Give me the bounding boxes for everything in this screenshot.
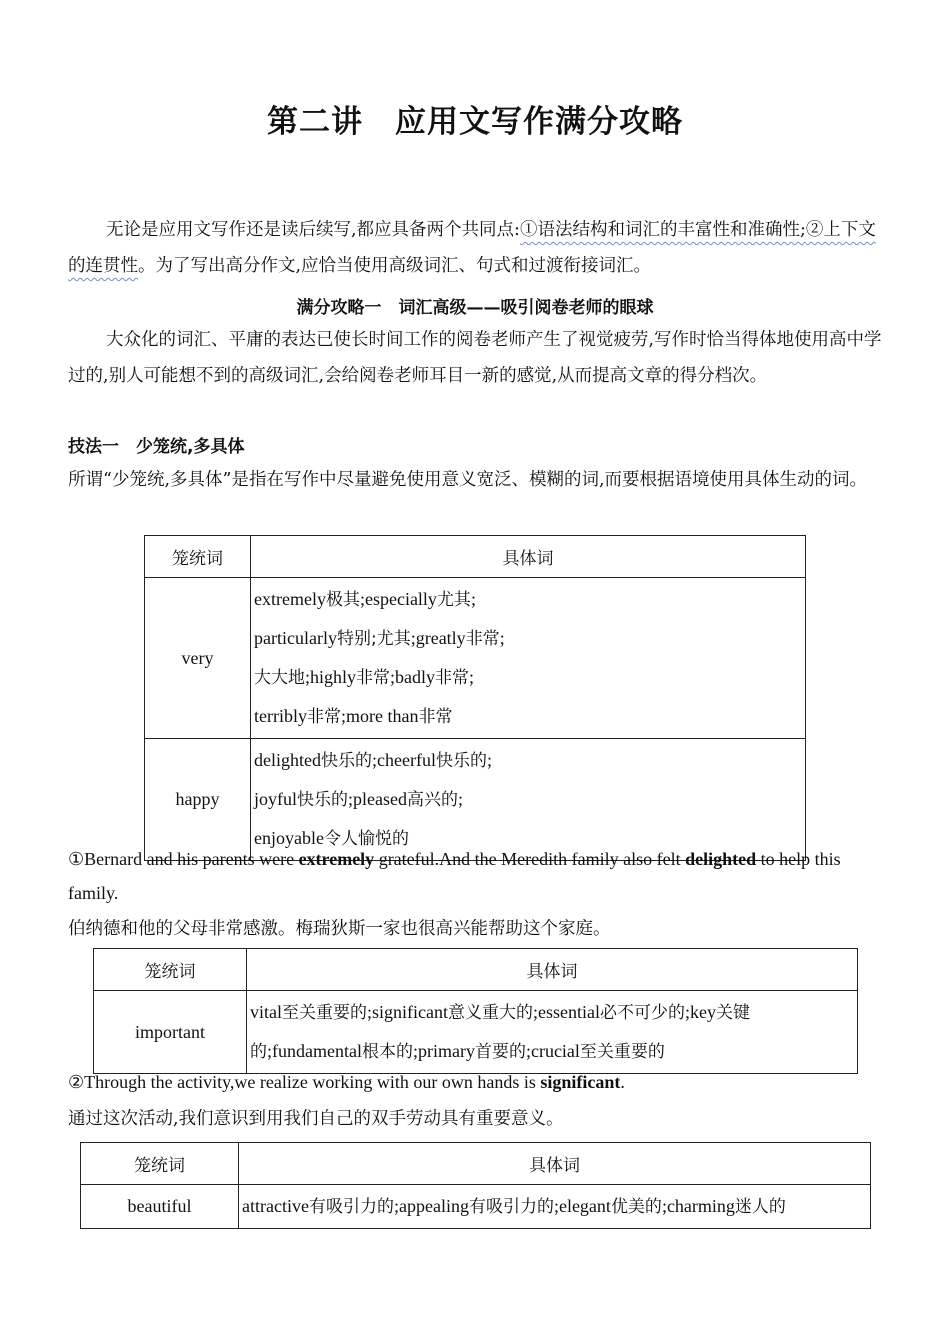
highlighted-word: delighted (685, 849, 757, 869)
header-general: 笼统词 (145, 536, 251, 578)
example-1-translation: 伯纳德和他的父母非常感激。梅瑞狄斯一家也很高兴能帮助这个家庭。 (68, 919, 611, 939)
table-header-row (145, 536, 806, 578)
sentence-text: grateful.And the Meredith family also felt (374, 849, 686, 869)
english-word: ;fundamental (267, 1041, 362, 1061)
english-word: vital (250, 1002, 282, 1022)
table-header-row (81, 1143, 871, 1185)
vocab-table-2 (93, 948, 858, 1074)
intro-paragraph (68, 212, 888, 284)
english-word: ;elegant (553, 1196, 611, 1216)
synonym-line (254, 697, 803, 736)
general-word-cell: important (94, 991, 247, 1074)
chinese-gloss: 有吸引力的 (308, 1197, 394, 1217)
chinese-gloss: 迷人的 (734, 1197, 786, 1217)
header-general: 笼统词 (81, 1143, 239, 1185)
chinese-gloss: 有吸引力的 (468, 1197, 554, 1217)
synonym-line (254, 741, 803, 780)
english-word: ; (457, 789, 463, 809)
table-row (81, 1185, 871, 1229)
sentence-text: . (620, 1072, 625, 1092)
chinese-gloss: 快乐的 (297, 790, 348, 810)
sentence-text: ②Through the activity,we realize working with our own hands is (68, 1072, 541, 1092)
chinese-gloss: 至关重要的 (282, 1003, 367, 1023)
vocab-table-3 (80, 1142, 871, 1229)
chinese-gloss: 必不可少的 (599, 1003, 685, 1023)
chinese-gloss: 特别;尤其 (336, 629, 411, 649)
synonym-line (254, 780, 803, 819)
english-word: ; (499, 628, 505, 648)
example-2-translation: 通过这次活动,我们意识到用我们自己的双手劳动具有重要意义。 (68, 1109, 564, 1129)
general-word-cell: happy (145, 739, 251, 861)
english-word: ;primary (412, 1041, 475, 1061)
chinese-gloss: 非常 (435, 668, 470, 688)
english-word: ;crucial (525, 1041, 580, 1061)
synonym-line (254, 619, 803, 658)
english-word: ;badly (390, 667, 436, 687)
english-word: ;pleased (348, 789, 407, 809)
header-specific: 具体词 (251, 536, 806, 578)
general-word-cell: beautiful (81, 1185, 239, 1229)
chinese-gloss: 非常 (465, 629, 500, 649)
chinese-gloss: 的 (250, 1042, 267, 1062)
table-row (94, 991, 858, 1074)
table-header-row (94, 949, 858, 991)
intro-text: 无论是应用文写作还是读后续写,都应具备两个共同点: (106, 220, 520, 240)
chinese-gloss: 至关重要的 (579, 1042, 665, 1062)
vocab-table-1 (144, 535, 806, 861)
chinese-gloss: 非常 (306, 707, 341, 727)
english-word: ; (470, 589, 476, 609)
header-specific: 具体词 (247, 949, 858, 991)
specific-words-cell (247, 991, 858, 1074)
technique-paragraph: 所谓“少笼统,多具体”是指在写作中尽量避免使用意义宽泛、模糊的词,而要根据语境使用具体生动的词。 (68, 470, 868, 490)
english-word: ;charming (661, 1196, 735, 1216)
english-word: ;especially (359, 589, 437, 609)
chinese-gloss: 快乐的 (435, 751, 487, 771)
chinese-gloss: 关键 (715, 1003, 750, 1023)
english-word: ;greatly (410, 628, 466, 648)
english-word: enjoyable (254, 828, 324, 848)
english-word: ; (469, 667, 475, 687)
specific-words-cell (239, 1185, 871, 1229)
english-word: ;essential (532, 1002, 600, 1022)
table-row (145, 578, 806, 739)
english-word: ; (486, 750, 492, 770)
example-2 (68, 1064, 888, 1101)
chinese-gloss: 大大地 (254, 668, 305, 688)
sentence-text: to help this family. (68, 849, 841, 903)
english-word: joyful (254, 789, 297, 809)
english-word: ;more than (340, 706, 419, 726)
header-general: 笼统词 (94, 949, 247, 991)
chinese-gloss: 极其 (325, 590, 360, 610)
english-word: ;appealing (393, 1196, 469, 1216)
chinese-gloss: 尤其 (436, 590, 471, 610)
strategy-heading: 满分攻略一 词汇高级——吸引阅卷老师的眼球 (296, 298, 654, 318)
synonym-line (250, 993, 855, 1032)
sentence-text: ①Bernard and his parents were (68, 849, 299, 869)
page-title: 第二讲 应用文写作满分攻略 (267, 104, 683, 140)
example-1 (68, 843, 888, 911)
english-word: particularly (254, 628, 337, 648)
highlighted-word: significant (540, 1072, 621, 1092)
chinese-gloss: 高兴的 (406, 790, 458, 810)
chinese-gloss: 意义重大的 (447, 1003, 533, 1023)
english-word: extremely (254, 589, 326, 609)
highlighted-word: extremely (298, 849, 375, 869)
chinese-gloss: 优美的 (610, 1197, 662, 1217)
chinese-gloss: 快乐的 (320, 751, 372, 771)
english-word: ;cheerful (371, 750, 436, 770)
chinese-gloss: 根本的 (361, 1042, 413, 1062)
chinese-gloss: 非常 (418, 707, 453, 727)
strategy-paragraph: 大众化的词汇、平庸的表达已使长时间工作的阅卷老师产生了视觉疲劳,写作时恰当得体地使用高中学过的,别人可能想不到的高级词汇,会给阅卷老师耳目一新的感觉,从而提高文章的得分档次。 (68, 330, 882, 386)
specific-words-cell (251, 578, 806, 739)
english-word: delighted (254, 750, 321, 770)
general-word-cell: very (145, 578, 251, 739)
chinese-gloss: 非常 (356, 668, 391, 688)
chinese-gloss: 令人愉悦的 (323, 829, 409, 849)
english-word: ;significant (367, 1002, 448, 1022)
english-word: attractive (242, 1196, 309, 1216)
synonym-line (254, 658, 803, 697)
header-specific: 具体词 (239, 1143, 871, 1185)
chinese-gloss: 首要的 (474, 1042, 526, 1062)
technique-heading: 技法一 少笼统,多具体 (68, 437, 245, 457)
intro-tail: 。为了写出高分作文,应恰当使用高级词汇、句式和过渡衔接词汇。 (138, 256, 652, 276)
english-word: terribly (254, 706, 307, 726)
english-word: ;highly (305, 667, 357, 687)
intro-point-1: ①语法结构和词汇的丰富性和准确性; (519, 220, 806, 240)
english-word: ;key (684, 1002, 716, 1022)
synonym-line (254, 580, 803, 619)
synonym-line (242, 1187, 868, 1226)
intro-point-2: ②上下文的连贯性 (68, 220, 876, 276)
